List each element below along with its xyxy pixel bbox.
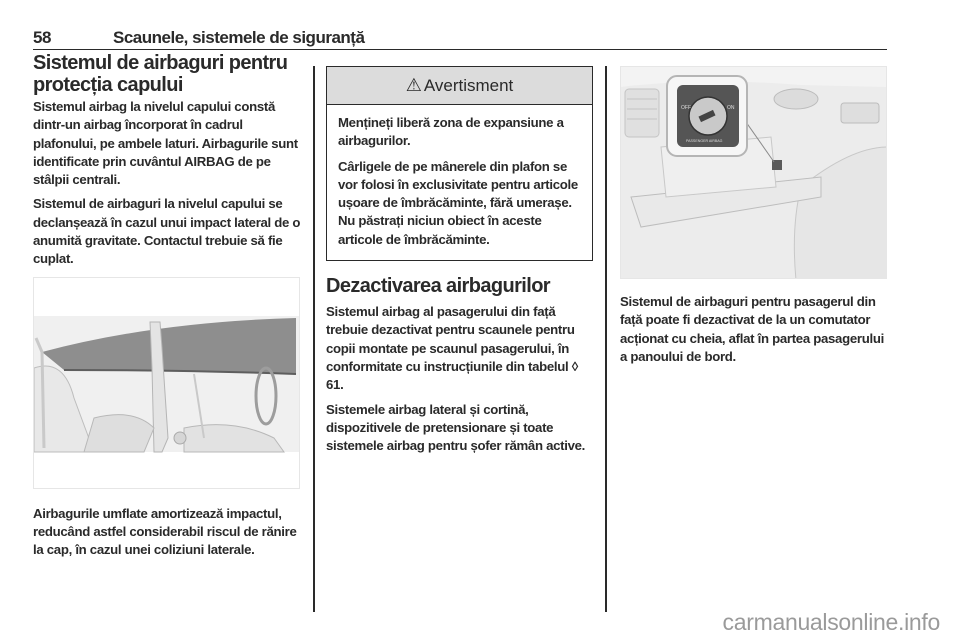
section-heading-deactivation: Dezactivarea airbagurilor xyxy=(326,275,550,298)
warning-paragraph: Cârligele de pe mânerele din plafon se vor folosi în exclusivitate pentru articole ușoare de îmbrăcăminte, fără umerașe. Nu păstrați niciun obiect în aceste articole de îmbrăcăminte. xyxy=(338,158,578,247)
warning-triangle-icon: ⚠ xyxy=(405,75,422,95)
switch-ring-label: PASSENGER AIRBAG xyxy=(686,139,723,143)
car-interior-image xyxy=(34,278,300,489)
section-heading-head-airbags: Sistemul de airbaguri pentru protecția capului xyxy=(33,52,288,96)
warning-header xyxy=(327,67,592,105)
paragraph: Sistemul airbag al pasagerului din față trebuie dezactivat pentru scaunele pentru copii montate pe scaunul pasagerului, în conformitate cu instrucțiunile din tabelul ◊ 61. xyxy=(326,304,578,393)
head-curtain-airbag-illustration xyxy=(33,277,300,489)
paragraph: Sistemul airbag la nivelul capului constă dintr-un airbag încorporat în cadrul plafonului, pe ambele laturi. Airbagurile sunt identificate prin cuvântul AIRBAG de pe stâlpii centrali. xyxy=(33,99,298,188)
left-column xyxy=(33,52,301,566)
middle-column xyxy=(326,66,592,461)
paragraph: Sistemele airbag lateral și cortină, dispozitivele de pretensionare și toate sistemele airbag pentru șofer rămân active. xyxy=(326,401,586,454)
warning-title: Avertisment xyxy=(423,75,514,95)
switch-off-label: OFF xyxy=(681,105,691,111)
column-divider xyxy=(313,66,315,612)
column-divider xyxy=(605,66,607,612)
right-column xyxy=(620,66,887,372)
figure-caption: Airbagurile umflate amortizează impactul, reducând astfel considerabil riscul de rănire la cap, în cazul unei coliziuni laterale. xyxy=(33,505,297,558)
dashboard-switch-image xyxy=(621,67,887,279)
passenger-airbag-key-switch-illustration xyxy=(620,66,887,279)
warning-paragraph: Mențineți liberă zona de expansiune a airbagurilor. xyxy=(338,115,564,149)
paragraph: Sistemul de airbaguri la nivelul capului se declanșează în cazul unui impact lateral de o anumită gravitate. Contactul trebuie să fie cuplat. xyxy=(33,196,301,267)
paragraph: Sistemul de airbaguri pentru pasagerul din față poate fi dezactivat de la un comutator acționat cu cheia, aflat în partea pasagerului a panoului de bord. xyxy=(620,294,884,364)
chapter-title: Scaunele, sistemele de siguranță xyxy=(113,28,365,47)
page-header xyxy=(33,28,887,50)
warning-body xyxy=(327,105,592,260)
switch-on-label: ON xyxy=(727,105,735,111)
page-number: 58 xyxy=(33,28,51,47)
watermark: carmanualsonline.info xyxy=(722,609,940,635)
warning-box xyxy=(326,66,593,261)
